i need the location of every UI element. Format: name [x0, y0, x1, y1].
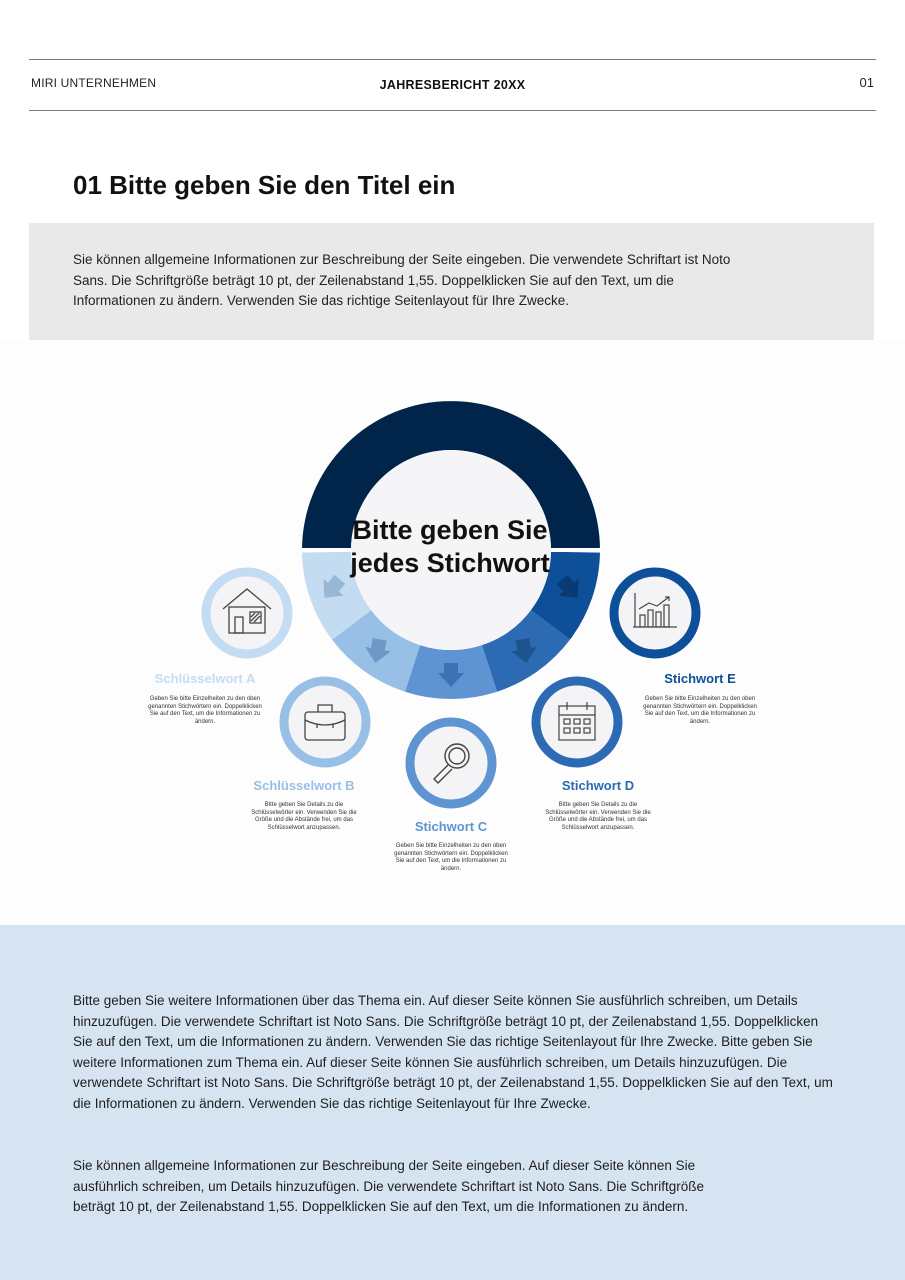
keyword-e-circle — [614, 572, 696, 654]
body-section — [0, 925, 905, 1280]
keyword-a-circle — [206, 572, 288, 654]
keyword-e-title: Stichwort E — [664, 671, 736, 686]
keyword-b-title: Schlüsselwort B — [253, 778, 355, 793]
keyword-a-title: Schlüsselwort A — [154, 671, 256, 686]
keyword-e-description: Geben Sie bitte Einzelheiten zu den oben genannten Stichwörtern ein. Doppelklicken Sie auf den Text, um die Informationen zu ändern. — [643, 696, 757, 725]
company-name: MIRI UNTERNEHMEN — [31, 76, 157, 90]
keyword-c-description: Geben Sie bitte Einzelheiten zu den oben genannten Stichwörtern ein. Doppelklicken Sie auf den Text, um die Informationen zu ändern. — [394, 843, 508, 872]
diagram-center-label: Bitte geben Sie jedes Stichwort — [350, 515, 550, 578]
keyword-a-description: Geben Sie bitte Einzelheiten zu den oben genannten Stichwörtern ein. Doppelklicken Sie auf den Text, um die Informationen zu ändern. — [148, 696, 262, 725]
report-title: JAHRESBERICHT 20XX — [379, 78, 526, 92]
keyword-c-title: Stichwort C — [414, 819, 488, 834]
keyword-d-circle — [536, 681, 618, 763]
keyword-b-circle — [284, 681, 366, 763]
intro-text: Sie können allgemeine Informationen zur Beschreibung der Seite eingeben. Die verwendete Schriftart ist Noto Sans. Die Schriftgröße beträgt 10 pt, der Zeilenabstand 1,55. Doppelklicken Sie auf den Text, um die Informationen zu ändern. Verwenden Sie das richtige Seitenlayout für Ihre Zwecke. — [73, 252, 731, 308]
keyword-c-circle — [410, 722, 492, 804]
page-title: 01 Bitte geben Sie den Titel ein — [73, 170, 456, 200]
keyword-d-description: Bitte geben Sie Details zu die Schlüsselwörter ein. Verwenden Sie die Größe und die Abstände frei, um das Schlüsselwort anzupassen. — [545, 802, 651, 831]
keyword-b-description: Bitte geben Sie Details zu die Schlüsselwörter ein. Verwenden Sie die Größe und die Abstände frei, um das Schlüsselwort anzupassen. — [251, 802, 357, 831]
keyword-d-title: Stichwort D — [561, 778, 635, 793]
body-paragraph-2: Sie können allgemeine Informationen zur Beschreibung der Seite eingeben. Auf dieser Seite können Sie ausführlich schreiben, um Details hinzuzufügen. Die verwendete Schriftart ist Noto Sans. Die Schriftgröße beträgt 10 pt, der Zeilenabstand 1,55. Doppelklicken Sie auf den Text, um die Informationen zu ändern. — [73, 1158, 705, 1214]
page-number: 01 — [859, 75, 874, 90]
body-paragraph-1: Bitte geben Sie weitere Informationen über das Thema ein. Auf dieser Seite können Sie ausführlich schreiben, um Details hinzuzufügen. Die verwendete Schriftart ist Noto Sans. Die Schriftgröße beträgt 10 pt, der Zeilenabstand 1,55. Doppelklicken Sie auf den Text, um die Informationen zu ändern. Verwenden Sie das richtige Seitenlayout für Ihre Zwecke. Bitte geben Sie weitere Informationen zum Thema ein. Auf dieser Seite können Sie ausführlich schreiben, um Details hinzuzufügen. Die verwendete Schriftart ist Noto Sans. Die Schriftgröße beträgt 10 pt, der Zeilenabstand 1,55. Doppelklicken Sie auf den Text, um die Informationen zu ändern. Verwenden Sie das richtige Seitenlayout für Ihre Zwecke. — [73, 993, 833, 1111]
